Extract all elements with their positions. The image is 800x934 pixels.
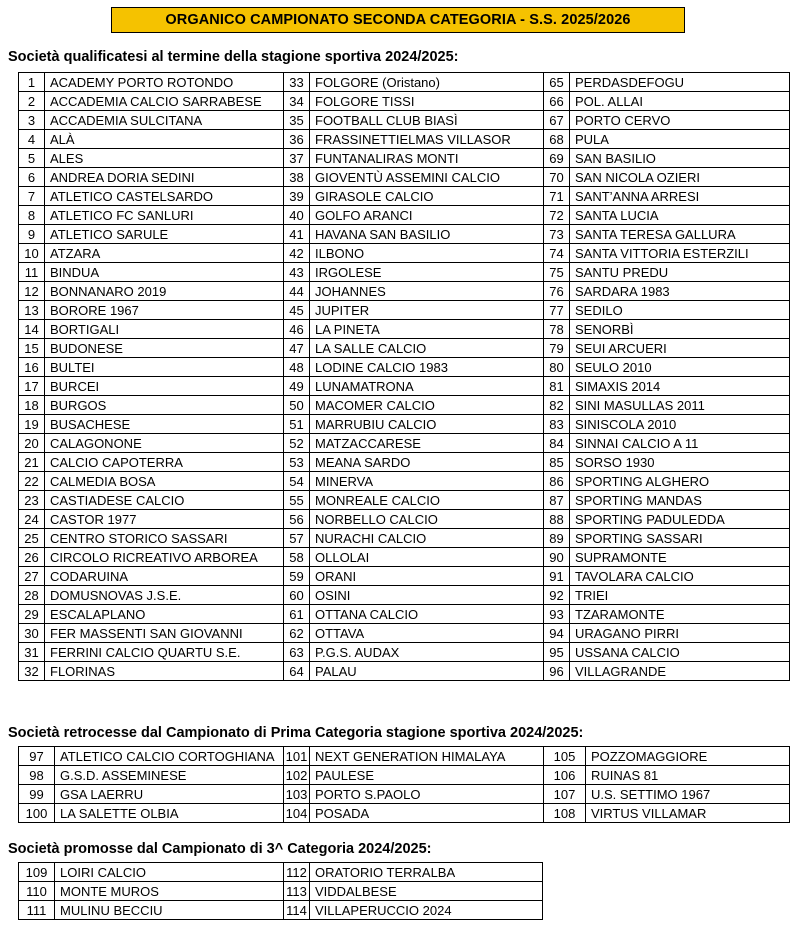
team-name: ORATORIO TERRALBA bbox=[310, 863, 543, 882]
team-name: BULTEI bbox=[45, 358, 284, 377]
team-number: 35 bbox=[284, 111, 310, 130]
team-number: 88 bbox=[544, 510, 570, 529]
page-title: ORGANICO CAMPIONATO SECONDA CATEGORIA - S.S. 2025/2026 bbox=[111, 7, 685, 33]
team-number: 90 bbox=[544, 548, 570, 567]
team-name: VIDDALBESE bbox=[310, 882, 543, 901]
team-number: 69 bbox=[544, 149, 570, 168]
team-number: 41 bbox=[284, 225, 310, 244]
team-name: BURCEI bbox=[45, 377, 284, 396]
team-name: CODARUINA bbox=[45, 567, 284, 586]
team-number: 59 bbox=[284, 567, 310, 586]
team-number: 23 bbox=[19, 491, 45, 510]
team-number: 60 bbox=[284, 586, 310, 605]
table-row bbox=[19, 320, 790, 339]
team-name: U.S. SETTIMO 1967 bbox=[586, 785, 790, 804]
team-number: 26 bbox=[19, 548, 45, 567]
team-name: SIMAXIS 2014 bbox=[570, 377, 790, 396]
team-name: SENORBÌ bbox=[570, 320, 790, 339]
table-row bbox=[19, 567, 790, 586]
team-number: 27 bbox=[19, 567, 45, 586]
team-name: FERRINI CALCIO QUARTU S.E. bbox=[45, 643, 284, 662]
team-name: TRIEI bbox=[570, 586, 790, 605]
team-number: 42 bbox=[284, 244, 310, 263]
team-name: VILLAPERUCCIO 2024 bbox=[310, 901, 543, 920]
team-name: CASTOR 1977 bbox=[45, 510, 284, 529]
team-number: 80 bbox=[544, 358, 570, 377]
team-name: OTTANA CALCIO bbox=[310, 605, 544, 624]
team-number: 22 bbox=[19, 472, 45, 491]
team-name: SEULO 2010 bbox=[570, 358, 790, 377]
table-row bbox=[19, 263, 790, 282]
table-row bbox=[19, 73, 790, 92]
team-number: 65 bbox=[544, 73, 570, 92]
team-number: 7 bbox=[19, 187, 45, 206]
team-name: GIRASOLE CALCIO bbox=[310, 187, 544, 206]
team-name: FOLGORE TISSI bbox=[310, 92, 544, 111]
team-name: NORBELLO CALCIO bbox=[310, 510, 544, 529]
team-number: 102 bbox=[284, 766, 310, 785]
team-number: 104 bbox=[284, 804, 310, 823]
team-number: 36 bbox=[284, 130, 310, 149]
team-number: 1 bbox=[19, 73, 45, 92]
team-number: 95 bbox=[544, 643, 570, 662]
team-name: SANTA VITTORIA ESTERZILI bbox=[570, 244, 790, 263]
team-name: ANDREA DORIA SEDINI bbox=[45, 168, 284, 187]
team-number: 21 bbox=[19, 453, 45, 472]
team-number: 76 bbox=[544, 282, 570, 301]
table-row bbox=[19, 586, 790, 605]
team-number: 81 bbox=[544, 377, 570, 396]
team-name: LA PINETA bbox=[310, 320, 544, 339]
team-name: SPORTING ALGHERO bbox=[570, 472, 790, 491]
team-number: 33 bbox=[284, 73, 310, 92]
team-number: 9 bbox=[19, 225, 45, 244]
team-number: 75 bbox=[544, 263, 570, 282]
table-row bbox=[19, 510, 790, 529]
team-number: 113 bbox=[284, 882, 310, 901]
team-name: ILBONO bbox=[310, 244, 544, 263]
team-number: 83 bbox=[544, 415, 570, 434]
team-number: 72 bbox=[544, 206, 570, 225]
team-number: 92 bbox=[544, 586, 570, 605]
team-name: POL. ALLAI bbox=[570, 92, 790, 111]
team-number: 106 bbox=[544, 766, 586, 785]
team-name: CASTIADESE CALCIO bbox=[45, 491, 284, 510]
team-name: TZARAMONTE bbox=[570, 605, 790, 624]
section-heading-promoted: Società promosse dal Campionato di 3^ Categoria 2024/2025: bbox=[8, 841, 432, 857]
team-number: 44 bbox=[284, 282, 310, 301]
team-name: USSANA CALCIO bbox=[570, 643, 790, 662]
team-name: SANTA TERESA GALLURA bbox=[570, 225, 790, 244]
team-name: NEXT GENERATION HIMALAYA bbox=[310, 747, 544, 766]
table-row bbox=[19, 415, 790, 434]
team-number: 85 bbox=[544, 453, 570, 472]
team-number: 28 bbox=[19, 586, 45, 605]
team-name: SANTU PREDU bbox=[570, 263, 790, 282]
team-name: SARDARA 1983 bbox=[570, 282, 790, 301]
team-name: POZZOMAGGIORE bbox=[586, 747, 790, 766]
qualified-teams-table bbox=[18, 72, 790, 681]
team-name: P.G.S. AUDAX bbox=[310, 643, 544, 662]
team-number: 66 bbox=[544, 92, 570, 111]
team-name: FRASSINETTIELMAS VILLASOR bbox=[310, 130, 544, 149]
team-name: SINI MASULLAS 2011 bbox=[570, 396, 790, 415]
table-row bbox=[19, 863, 543, 882]
team-number: 82 bbox=[544, 396, 570, 415]
team-number: 67 bbox=[544, 111, 570, 130]
team-number: 114 bbox=[284, 901, 310, 920]
table-row bbox=[19, 662, 790, 681]
team-name: ATLETICO SARULE bbox=[45, 225, 284, 244]
team-name: BUSACHESE bbox=[45, 415, 284, 434]
team-name: CALMEDIA BOSA bbox=[45, 472, 284, 491]
team-number: 74 bbox=[544, 244, 570, 263]
team-name: MEANA SARDO bbox=[310, 453, 544, 472]
table-row bbox=[19, 643, 790, 662]
team-number: 70 bbox=[544, 168, 570, 187]
table-row bbox=[19, 244, 790, 263]
table-row bbox=[19, 358, 790, 377]
team-name: FUNTANALIRAS MONTI bbox=[310, 149, 544, 168]
team-name: URAGANO PIRRI bbox=[570, 624, 790, 643]
team-name: SORSO 1930 bbox=[570, 453, 790, 472]
team-name: IRGOLESE bbox=[310, 263, 544, 282]
team-name: ATLETICO FC SANLURI bbox=[45, 206, 284, 225]
team-number: 55 bbox=[284, 491, 310, 510]
team-name: MONTE MUROS bbox=[55, 882, 284, 901]
team-number: 101 bbox=[284, 747, 310, 766]
team-name: BORTIGALI bbox=[45, 320, 284, 339]
team-name: DOMUSNOVAS J.S.E. bbox=[45, 586, 284, 605]
team-name: SAN BASILIO bbox=[570, 149, 790, 168]
team-name: OSINI bbox=[310, 586, 544, 605]
team-number: 18 bbox=[19, 396, 45, 415]
table-row bbox=[19, 187, 790, 206]
team-number: 51 bbox=[284, 415, 310, 434]
table-row bbox=[19, 206, 790, 225]
team-name: ACCADEMIA CALCIO SARRABESE bbox=[45, 92, 284, 111]
team-name: VILLAGRANDE bbox=[570, 662, 790, 681]
team-name: PORTO S.PAOLO bbox=[310, 785, 544, 804]
team-name: CALCIO CAPOTERRA bbox=[45, 453, 284, 472]
team-number: 16 bbox=[19, 358, 45, 377]
team-number: 2 bbox=[19, 92, 45, 111]
team-number: 108 bbox=[544, 804, 586, 823]
team-number: 111 bbox=[19, 901, 55, 920]
team-name: POSADA bbox=[310, 804, 544, 823]
team-number: 14 bbox=[19, 320, 45, 339]
team-number: 32 bbox=[19, 662, 45, 681]
table-row bbox=[19, 92, 790, 111]
team-number: 48 bbox=[284, 358, 310, 377]
team-name: SINNAI CALCIO A 11 bbox=[570, 434, 790, 453]
team-name: LODINE CALCIO 1983 bbox=[310, 358, 544, 377]
team-name: MINERVA bbox=[310, 472, 544, 491]
team-number: 103 bbox=[284, 785, 310, 804]
team-name: SPORTING PADULEDDA bbox=[570, 510, 790, 529]
table-row bbox=[19, 624, 790, 643]
table-row bbox=[19, 491, 790, 510]
team-name: CENTRO STORICO SASSARI bbox=[45, 529, 284, 548]
table-row bbox=[19, 529, 790, 548]
team-number: 37 bbox=[284, 149, 310, 168]
team-number: 96 bbox=[544, 662, 570, 681]
team-number: 99 bbox=[19, 785, 55, 804]
team-number: 40 bbox=[284, 206, 310, 225]
team-number: 107 bbox=[544, 785, 586, 804]
team-number: 30 bbox=[19, 624, 45, 643]
team-name: SANT’ANNA ARRESI bbox=[570, 187, 790, 206]
team-number: 4 bbox=[19, 130, 45, 149]
team-number: 86 bbox=[544, 472, 570, 491]
team-name: FOOTBALL CLUB BIASÌ bbox=[310, 111, 544, 130]
team-name: LUNAMATRONA bbox=[310, 377, 544, 396]
team-name: ORANI bbox=[310, 567, 544, 586]
team-number: 93 bbox=[544, 605, 570, 624]
team-number: 19 bbox=[19, 415, 45, 434]
team-name: JUPITER bbox=[310, 301, 544, 320]
team-number: 62 bbox=[284, 624, 310, 643]
team-name: PAULESE bbox=[310, 766, 544, 785]
team-name: SAN NICOLA OZIERI bbox=[570, 168, 790, 187]
team-number: 87 bbox=[544, 491, 570, 510]
team-number: 98 bbox=[19, 766, 55, 785]
team-name: LA SALETTE OLBIA bbox=[55, 804, 284, 823]
team-number: 68 bbox=[544, 130, 570, 149]
team-number: 46 bbox=[284, 320, 310, 339]
table-row bbox=[19, 396, 790, 415]
table-row bbox=[19, 785, 790, 804]
team-name: SPORTING MANDAS bbox=[570, 491, 790, 510]
team-name: BONNANARO 2019 bbox=[45, 282, 284, 301]
team-number: 10 bbox=[19, 244, 45, 263]
team-number: 100 bbox=[19, 804, 55, 823]
team-number: 109 bbox=[19, 863, 55, 882]
team-name: ATZARA bbox=[45, 244, 284, 263]
team-number: 25 bbox=[19, 529, 45, 548]
team-number: 11 bbox=[19, 263, 45, 282]
team-number: 31 bbox=[19, 643, 45, 662]
team-number: 105 bbox=[544, 747, 586, 766]
team-name: PALAU bbox=[310, 662, 544, 681]
table-row bbox=[19, 804, 790, 823]
team-name: FLORINAS bbox=[45, 662, 284, 681]
team-name: FOLGORE (Oristano) bbox=[310, 73, 544, 92]
team-number: 20 bbox=[19, 434, 45, 453]
team-number: 54 bbox=[284, 472, 310, 491]
team-number: 97 bbox=[19, 747, 55, 766]
team-number: 84 bbox=[544, 434, 570, 453]
team-name: FER MASSENTI SAN GIOVANNI bbox=[45, 624, 284, 643]
team-name: BINDUA bbox=[45, 263, 284, 282]
table-row bbox=[19, 225, 790, 244]
team-name: RUINAS 81 bbox=[586, 766, 790, 785]
team-number: 49 bbox=[284, 377, 310, 396]
team-name: SEDILO bbox=[570, 301, 790, 320]
table-row bbox=[19, 747, 790, 766]
team-number: 53 bbox=[284, 453, 310, 472]
table-row bbox=[19, 111, 790, 130]
team-name: LOIRI CALCIO bbox=[55, 863, 284, 882]
team-name: G.S.D. ASSEMINESE bbox=[55, 766, 284, 785]
team-name: MONREALE CALCIO bbox=[310, 491, 544, 510]
team-number: 3 bbox=[19, 111, 45, 130]
team-number: 56 bbox=[284, 510, 310, 529]
team-number: 15 bbox=[19, 339, 45, 358]
team-name: OLLOLAI bbox=[310, 548, 544, 567]
team-number: 29 bbox=[19, 605, 45, 624]
team-name: GSA LAERRU bbox=[55, 785, 284, 804]
team-number: 112 bbox=[284, 863, 310, 882]
table-row bbox=[19, 548, 790, 567]
team-name: ALES bbox=[45, 149, 284, 168]
team-name: MACOMER CALCIO bbox=[310, 396, 544, 415]
team-number: 63 bbox=[284, 643, 310, 662]
team-name: JOHANNES bbox=[310, 282, 544, 301]
team-name: CALAGONONE bbox=[45, 434, 284, 453]
team-number: 58 bbox=[284, 548, 310, 567]
team-number: 57 bbox=[284, 529, 310, 548]
team-name: BORORE 1967 bbox=[45, 301, 284, 320]
team-name: ACCADEMIA SULCITANA bbox=[45, 111, 284, 130]
team-name: SANTA LUCIA bbox=[570, 206, 790, 225]
team-number: 43 bbox=[284, 263, 310, 282]
team-number: 77 bbox=[544, 301, 570, 320]
relegated-teams-table bbox=[18, 746, 790, 823]
team-name: SEUI ARCUERI bbox=[570, 339, 790, 358]
table-row bbox=[19, 282, 790, 301]
table-row bbox=[19, 149, 790, 168]
table-row bbox=[19, 130, 790, 149]
team-name: PULA bbox=[570, 130, 790, 149]
section-heading-relegated: Società retrocesse dal Campionato di Prima Categoria stagione sportiva 2024/2025: bbox=[8, 725, 584, 741]
table-row bbox=[19, 766, 790, 785]
table-row bbox=[19, 168, 790, 187]
team-name: PERDASDEFOGU bbox=[570, 73, 790, 92]
team-number: 38 bbox=[284, 168, 310, 187]
team-name: BUDONESE bbox=[45, 339, 284, 358]
team-name: ESCALAPLANO bbox=[45, 605, 284, 624]
team-name: SPORTING SASSARI bbox=[570, 529, 790, 548]
promoted-teams-table bbox=[18, 862, 543, 920]
team-number: 94 bbox=[544, 624, 570, 643]
table-row bbox=[19, 377, 790, 396]
table-row bbox=[19, 453, 790, 472]
team-name: MARRUBIU CALCIO bbox=[310, 415, 544, 434]
team-name: TAVOLARA CALCIO bbox=[570, 567, 790, 586]
team-number: 91 bbox=[544, 567, 570, 586]
team-name: GIOVENTÙ ASSEMINI CALCIO bbox=[310, 168, 544, 187]
table-row bbox=[19, 339, 790, 358]
team-name: MULINU BECCIU bbox=[55, 901, 284, 920]
team-number: 73 bbox=[544, 225, 570, 244]
team-number: 12 bbox=[19, 282, 45, 301]
team-number: 6 bbox=[19, 168, 45, 187]
team-number: 45 bbox=[284, 301, 310, 320]
team-number: 110 bbox=[19, 882, 55, 901]
team-number: 47 bbox=[284, 339, 310, 358]
team-number: 79 bbox=[544, 339, 570, 358]
table-row bbox=[19, 605, 790, 624]
team-number: 13 bbox=[19, 301, 45, 320]
team-number: 50 bbox=[284, 396, 310, 415]
team-name: NURACHI CALCIO bbox=[310, 529, 544, 548]
team-number: 89 bbox=[544, 529, 570, 548]
table-row bbox=[19, 301, 790, 320]
team-number: 17 bbox=[19, 377, 45, 396]
team-name: BURGOS bbox=[45, 396, 284, 415]
team-number: 64 bbox=[284, 662, 310, 681]
team-name: VIRTUS VILLAMAR bbox=[586, 804, 790, 823]
team-name: CIRCOLO RICREATIVO ARBOREA bbox=[45, 548, 284, 567]
team-name: PORTO CERVO bbox=[570, 111, 790, 130]
team-number: 78 bbox=[544, 320, 570, 339]
team-number: 52 bbox=[284, 434, 310, 453]
team-name: HAVANA SAN BASILIO bbox=[310, 225, 544, 244]
section-heading-qualified: Società qualificatesi al termine della stagione sportiva 2024/2025: bbox=[8, 49, 459, 65]
table-row bbox=[19, 472, 790, 491]
team-number: 8 bbox=[19, 206, 45, 225]
team-name: SUPRAMONTE bbox=[570, 548, 790, 567]
team-number: 24 bbox=[19, 510, 45, 529]
table-row bbox=[19, 882, 543, 901]
team-name: ATLETICO CASTELSARDO bbox=[45, 187, 284, 206]
team-name: ACADEMY PORTO ROTONDO bbox=[45, 73, 284, 92]
table-row bbox=[19, 901, 543, 920]
team-name: ATLETICO CALCIO CORTOGHIANA bbox=[55, 747, 284, 766]
team-number: 5 bbox=[19, 149, 45, 168]
team-name: MATZACCARESE bbox=[310, 434, 544, 453]
team-number: 71 bbox=[544, 187, 570, 206]
team-name: LA SALLE CALCIO bbox=[310, 339, 544, 358]
team-name: OTTAVA bbox=[310, 624, 544, 643]
team-name: GOLFO ARANCI bbox=[310, 206, 544, 225]
team-number: 34 bbox=[284, 92, 310, 111]
team-number: 61 bbox=[284, 605, 310, 624]
team-name: SINISCOLA 2010 bbox=[570, 415, 790, 434]
team-name: ALÀ bbox=[45, 130, 284, 149]
team-number: 39 bbox=[284, 187, 310, 206]
table-row bbox=[19, 434, 790, 453]
